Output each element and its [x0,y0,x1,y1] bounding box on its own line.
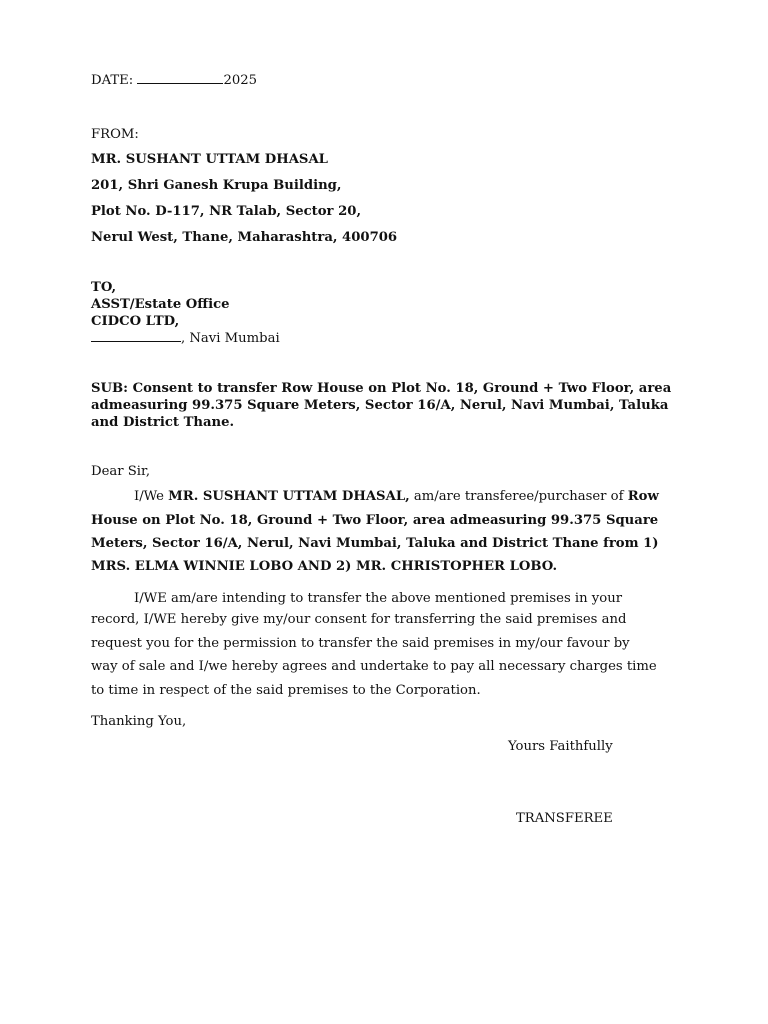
date-line [91,72,257,89]
closing-line: Yours Faithfully [508,739,613,754]
para1-line: House on Plot No. 18, Ground + Two Floor, area admeasuring 99.375 Square [91,513,659,528]
para1-bold-end: Row [627,489,659,504]
para2-line: way of sale and I/we hereby agrees and undertake to pay all necessary charges time [91,659,657,674]
date-blank [137,72,223,84]
to-label: TO, [91,280,117,295]
sender-address-line: Nerul West, Thane, Maharashtra, 400706 [91,230,398,245]
recipient-line: ASST/Estate Office [91,297,230,312]
recipient-city-line [91,330,280,347]
para1-name: MR. SUSHANT UTTAM DHASAL, [168,489,410,504]
subject-line: admeasuring 99.375 Square Meters, Sector 16/A, Nerul, Navi Mumbai, Taluka [91,398,669,413]
from-label: FROM: [91,127,139,142]
para1-line: Meters, Sector 16/A, Nerul, Navi Mumbai, Taluka and District Thane from 1) [91,536,659,551]
para2-line: request you for the permission to transfer the said premises in my/our favour by [91,636,630,651]
subject-line: SUB: Consent to transfer Row House on Plot No. 18, Ground + Two Floor, area [91,381,672,396]
sender-address-line: Plot No. D-117, NR Talab, Sector 20, [91,204,362,219]
thanks-line: Thanking You, [91,714,187,729]
para2-line: I/WE am/are intending to transfer the above mentioned premises in your [134,591,622,606]
para1-line: MRS. ELMA WINNIE LOBO AND 2) MR. CHRISTOPHER LOBO. [91,559,558,574]
signatory-line: TRANSFEREE [516,811,613,826]
salutation: Dear Sir, [91,464,151,479]
para1-prefix: I/We [134,489,169,504]
city-blank [91,330,181,342]
date-label: DATE: [91,73,134,88]
sender-address-line: 201, Shri Ganesh Krupa Building, [91,178,342,193]
para2-line: record, I/WE hereby give my/our consent for transferring the said premises and [91,612,627,627]
para1-middle: am/are transferee/purchaser of [409,489,628,504]
para2-line: to time in respect of the said premises to the Corporation. [91,683,481,698]
recipient-city: , Navi Mumbai [181,331,280,346]
recipient-line: CIDCO LTD, [91,314,180,329]
subject-line: and District Thane. [91,415,235,430]
sender-name: MR. SUSHANT UTTAM DHASAL [91,152,328,167]
para1-first-line [134,488,659,505]
date-year: 2025 [223,73,258,88]
